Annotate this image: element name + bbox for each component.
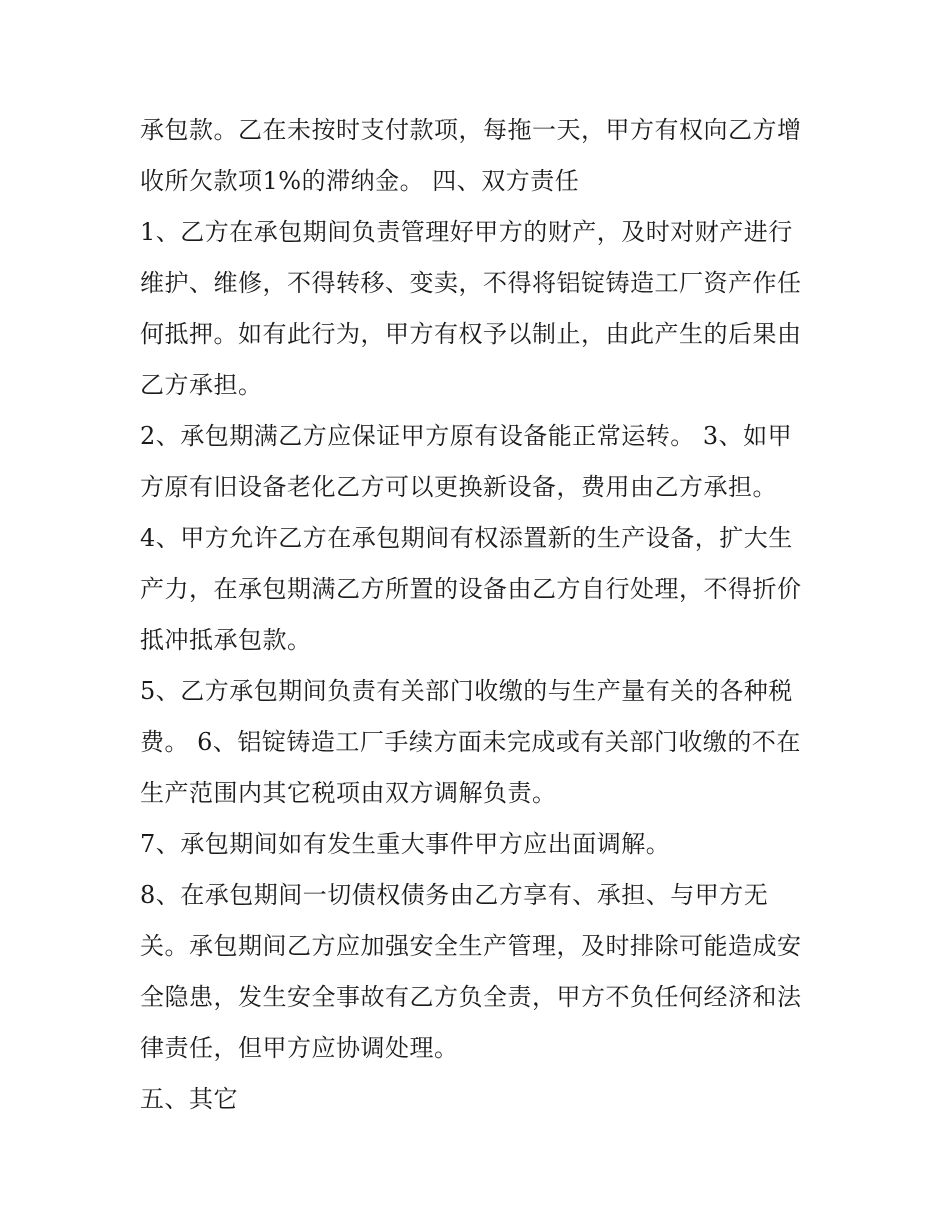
text-line: 4、甲方允许乙方在承包期间有权添置新的生产设备，扩大生 (140, 524, 793, 552)
text-line: 7、承包期间如有发生重大事件甲方应出面调解。 (140, 830, 671, 858)
text-line: 5、乙方承包期间负责有关部门收缴的与生产量有关的各种税 (140, 677, 793, 705)
text-line: 何抵押。如有此行为，甲方有权予以制止，由此产生的后果由 (140, 320, 802, 348)
text-line: 乙方承担。 (140, 371, 263, 399)
text-line: 方原有旧设备老化乙方可以更换新设备，费用由乙方承担。 (140, 473, 777, 501)
text-line: 生产范围内其它税项由双方调解负责。 (140, 779, 557, 807)
section-heading: 五、其它 (140, 1085, 238, 1113)
text-line: 律责任，但甲方应协调处理。 (140, 1034, 459, 1062)
text-line: 产力，在承包期满乙方所置的设备由乙方自行处理，不得折价 (140, 575, 802, 603)
text-line: 2、承包期满乙方应保证甲方原有设备能正常运转。 3、如甲 (140, 422, 793, 450)
text-line: 收所欠款项1%的滞纳金。 四、双方责任 (140, 167, 580, 195)
text-line: 维护、维修，不得转移、变卖，不得将铝锭铸造工厂资产作任 (140, 269, 802, 297)
text-line: 抵冲抵承包款。 (140, 626, 312, 654)
text-line: 关。承包期间乙方应加强安全生产管理，及时排除可能造成安 (140, 932, 802, 960)
text-line: 承包款。乙在未按时支付款项，每拖一天，甲方有权向乙方增 (140, 116, 802, 144)
text-line: 费。 6、铝锭铸造工厂手续方面未完成或有关部门收缴的不在 (140, 728, 801, 756)
contract-text-body (140, 105, 820, 1125)
text-line: 全隐患，发生安全事故有乙方负全责，甲方不负任何经济和法 (140, 983, 802, 1011)
text-line: 8、在承包期间一切债权债务由乙方享有、承担、与甲方无 (140, 881, 769, 909)
text-line: 1、乙方在承包期间负责管理好甲方的财产，及时对财产进行 (140, 218, 793, 246)
